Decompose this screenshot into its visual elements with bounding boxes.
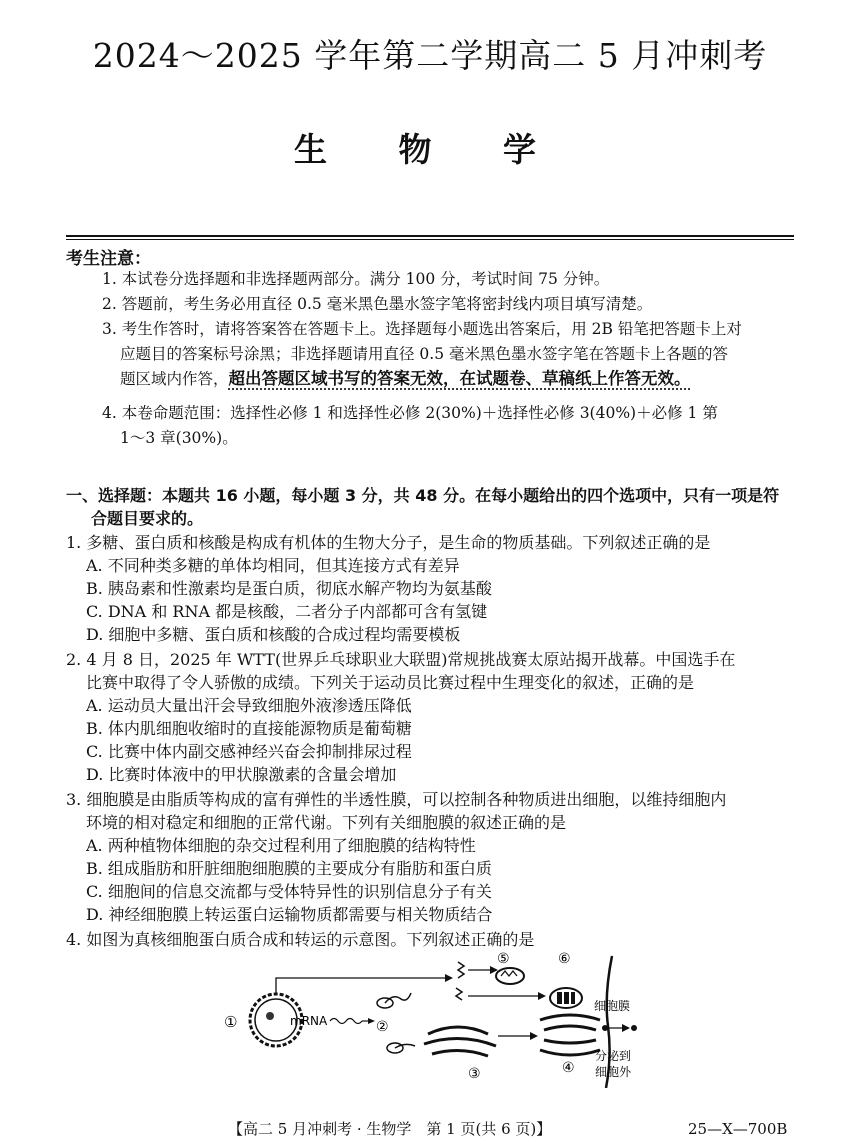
header-rule-thick [66, 235, 794, 237]
question-2-stem: 2. 4 月 8 日，2025 年 WTT(世界乒乓球职业大联盟)常规挑战赛太原站揭开战幕。中国选手在 [66, 650, 736, 669]
label-3: ③ [468, 1066, 481, 1082]
label-1: ① [224, 1013, 238, 1031]
notice-item-2: 2. 答题前，考生务必用直径 0.5 毫米黑色墨水签字笔将密封线内项目填写清楚。 [102, 295, 653, 313]
label-mrna: mRNA [290, 1014, 328, 1028]
free-ribosome-icon [377, 993, 411, 1008]
question-4-stem: 4. 如图为真核细胞蛋白质合成和转运的示意图。下列叙述正确的是 [66, 930, 535, 949]
notice-item-3-end [120, 367, 691, 391]
question-2-option-c: C. 比赛中体内副交感神经兴奋会抑制排尿过程 [86, 742, 412, 761]
mitochondrion-icon [496, 968, 524, 984]
polypeptide-icon [456, 962, 464, 1000]
notice-item-3-prefix: 题区域内作答， [120, 370, 229, 388]
top-path-line [276, 978, 445, 994]
label-2: ② [376, 1019, 389, 1035]
label-secrete-1: 分泌到 [595, 1049, 632, 1063]
label-secrete-2: 细胞外 [595, 1065, 632, 1079]
question-3-stem: 3. 细胞膜是由脂质等构成的富有弹性的半透性膜，可以控制各种物质进出细胞，以维持细胞内 [66, 790, 727, 809]
endoplasmic-reticulum-icon [424, 1027, 496, 1056]
exam-title: 2024～2025 学年第二学期高二 5 月冲刺考 [92, 36, 768, 75]
notice-emphasis: 超出答题区域书写的答案无效，在试题卷、草稿纸上作答无效。 [228, 369, 691, 388]
bound-ribosome-icon [387, 1043, 415, 1053]
notice-item-4-cont: 1～3 章(30%)。 [120, 429, 238, 447]
notice-item-3: 3. 考生作答时，请将答案答在答题卡上。选择题每小题选出答案后，用 2B 铅笔把答题卡上对 [102, 320, 742, 338]
question-1-option-a: A. 不同种类多糖的单体均相同，但其连接方式有差异 [86, 556, 460, 575]
notice-item-1: 1. 本试卷分选择题和非选择题两部分。满分 100 分，考试时间 75 分钟。 [102, 270, 610, 288]
question-2-option-d: D. 比赛时体液中的甲状腺激素的含量会增加 [86, 765, 397, 784]
footer-page-info: 【高二 5 月冲刺考 · 生物学 第 1 页(共 6 页)】 [228, 1120, 552, 1138]
question-3-option-c: C. 细胞间的信息交流都与受体特异性的识别信息分子有关 [86, 882, 492, 901]
label-membrane: 细胞膜 [594, 999, 631, 1013]
chloroplast-icon [550, 988, 582, 1008]
question-1-option-d: D. 细胞中多糖、蛋白质和核酸的合成过程均需要模板 [86, 625, 461, 644]
notice-item-3-cont: 应题目的答案标号涂黑；非选择题请用直径 0.5 毫米黑色墨水签字笔在答题卡上各题的答 [120, 345, 729, 363]
question-1-option-b: B. 胰岛素和性激素均是蛋白质，彻底水解产物均为氨基酸 [86, 579, 492, 598]
label-6: ⑥ [558, 951, 571, 967]
protein-transport-figure [210, 948, 680, 1088]
question-3-option-d: D. 神经细胞膜上转运蛋白运输物质都需要与相关物质结合 [86, 905, 493, 924]
notice-heading: 考生注意： [66, 249, 151, 269]
section-heading-cont: 合题目要求的。 [91, 509, 204, 528]
section-heading: 一、选择题：本题共 16 小题，每小题 3 分，共 48 分。在每小题给出的四个选项中，只有一项是符 [66, 486, 780, 505]
question-2-option-b: B. 体内肌细胞收缩时的直接能源物质是葡萄糖 [86, 719, 412, 738]
question-3-option-b: B. 组成脂肪和肝脏细胞细胞膜的主要成分有脂肪和蛋白质 [86, 859, 492, 878]
question-1-option-c: C. DNA 和 RNA 都是核酸，二者分子内部都可含有氢键 [86, 602, 488, 621]
question-3-stem-cont: 环境的相对稳定和细胞的正常代谢。下列有关细胞膜的叙述正确的是 [86, 813, 567, 832]
subject-title: 生 物 学 [294, 130, 566, 169]
question-2-option-a: A. 运动员大量出汗会导致细胞外液渗透压降低 [86, 696, 412, 715]
question-2-stem-cont: 比赛中取得了令人骄傲的成绩。下列关于运动员比赛过程中生理变化的叙述，正确的是 [86, 673, 695, 692]
label-4: ④ [562, 1060, 575, 1076]
label-5: ⑤ [497, 951, 510, 967]
mrna-wave [330, 1019, 362, 1024]
header-rule-thin [66, 239, 794, 240]
notice-item-4: 4. 本卷命题范围：选择性必修 1 和选择性必修 2(30%)＋选择性必修 3(40%)＋必修 1 第 [102, 404, 718, 422]
question-3-option-a: A. 两种植物体细胞的杂交过程利用了细胞膜的结构特性 [86, 836, 476, 855]
footer-code: 25—X—700B [688, 1120, 788, 1138]
question-1-stem: 1. 多糖、蛋白质和核酸是构成有机体的生物大分子，是生命的物质基础。下列叙述正确的是 [66, 533, 711, 552]
